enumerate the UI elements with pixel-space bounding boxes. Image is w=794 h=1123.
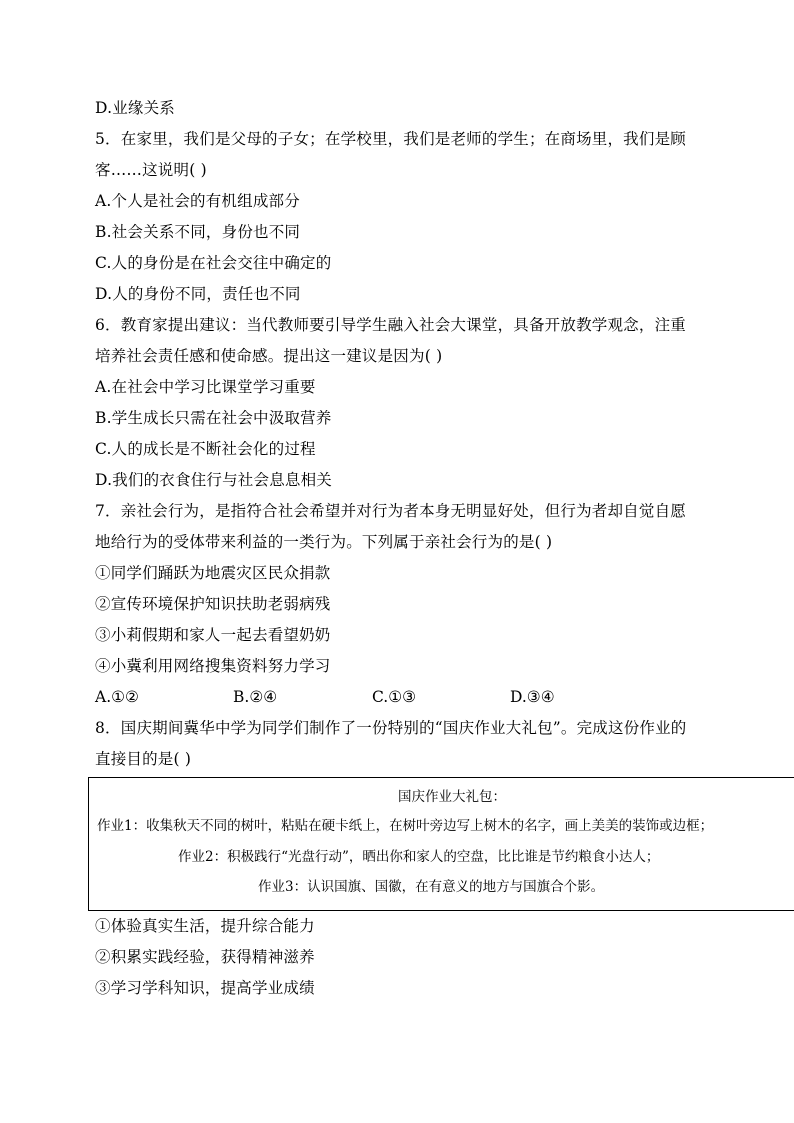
q6-option-d: D.我们的衣食住行与社会息息相关 bbox=[95, 471, 333, 489]
q7-statement-1: ①同学们踊跃为地震灾区民众捐款 bbox=[95, 564, 331, 582]
q5-option-b: B.社会关系不同，身份也不同 bbox=[95, 223, 301, 241]
q6-stem-line1: 6．教育家提出建议：当代教师要引导学生融入社会大课堂，具备开放教学观念，注重 bbox=[95, 316, 686, 334]
q7-statement-3: ③小莉假期和家人一起去看望奶奶 bbox=[95, 626, 331, 644]
q8-stem-line2: 直接目的是( ) bbox=[95, 750, 192, 768]
q6-option-b: B.学生成长只需在社会中汲取营养 bbox=[95, 409, 332, 427]
q5-option-c: C.人的身份是在社会交往中确定的 bbox=[95, 254, 332, 272]
q7-statement-2: ②宣传环境保护知识扶助老弱病残 bbox=[95, 595, 331, 613]
q8-choice-2: ②积累实践经验，获得精神滋养 bbox=[95, 948, 315, 966]
homework-item-3: 作业3：认识国旗、国徽，在有意义的地方与国旗合个影。 bbox=[258, 879, 605, 895]
q7-option-b: B.②④ bbox=[233, 688, 278, 706]
q8-choice-3: ③学习学科知识，提高学业成绩 bbox=[95, 979, 315, 997]
q7-statement-4: ④小冀利用网络搜集资料努力学习 bbox=[95, 657, 331, 675]
q7-stem-line2: 地给行为的受体带来利益的一类行为。下列属于亲社会行为的是( ) bbox=[95, 533, 553, 551]
q7-option-c: C.①③ bbox=[372, 688, 417, 706]
q5-stem-line1: 5．在家里，我们是父母的子女；在学校里，我们是老师的学生；在商场里，我们是顾 bbox=[95, 130, 686, 148]
q5-option-a: A.个人是社会的有机组成部分 bbox=[95, 192, 300, 210]
q6-stem-line2: 培养社会责任感和使命感。提出这一建议是因为( ) bbox=[95, 347, 443, 365]
q7-stem-line1: 7．亲社会行为，是指符合社会希望并对行为者本身无明显好处，但行为者却自觉自愿 bbox=[95, 502, 686, 520]
q6-option-c: C.人的成长是不断社会化的过程 bbox=[95, 440, 316, 458]
q7-option-a: A.①② bbox=[95, 688, 139, 706]
q5-stem-line2: 客……这说明( ) bbox=[95, 161, 207, 179]
q5-option-d: D.人的身份不同，责任也不同 bbox=[95, 285, 301, 303]
q4-option-d: D.业缘关系 bbox=[95, 99, 176, 117]
q6-option-a: A.在社会中学习比课堂学习重要 bbox=[95, 378, 316, 396]
homework-package-box bbox=[88, 777, 794, 911]
homework-item-2: 作业2：积极践行“光盘行动”，晒出你和家人的空盘，比比谁是节约粮食小达人； bbox=[178, 849, 660, 865]
homework-item-1: 作业1：收集秋天不同的树叶，粘贴在硬卡纸上，在树叶旁边写上树木的名字，画上美美的装饰或边框； bbox=[97, 818, 714, 834]
q8-choice-1: ①体验真实生活，提升综合能力 bbox=[95, 917, 315, 935]
q7-options bbox=[95, 687, 715, 709]
homework-box-title: 国庆作业大礼包： bbox=[398, 789, 506, 805]
q8-stem-line1: 8．国庆期间冀华中学为同学们制作了一份特别的“国庆作业大礼包”。完成这份作业的 bbox=[95, 719, 687, 737]
q7-option-d: D.③④ bbox=[510, 688, 555, 706]
